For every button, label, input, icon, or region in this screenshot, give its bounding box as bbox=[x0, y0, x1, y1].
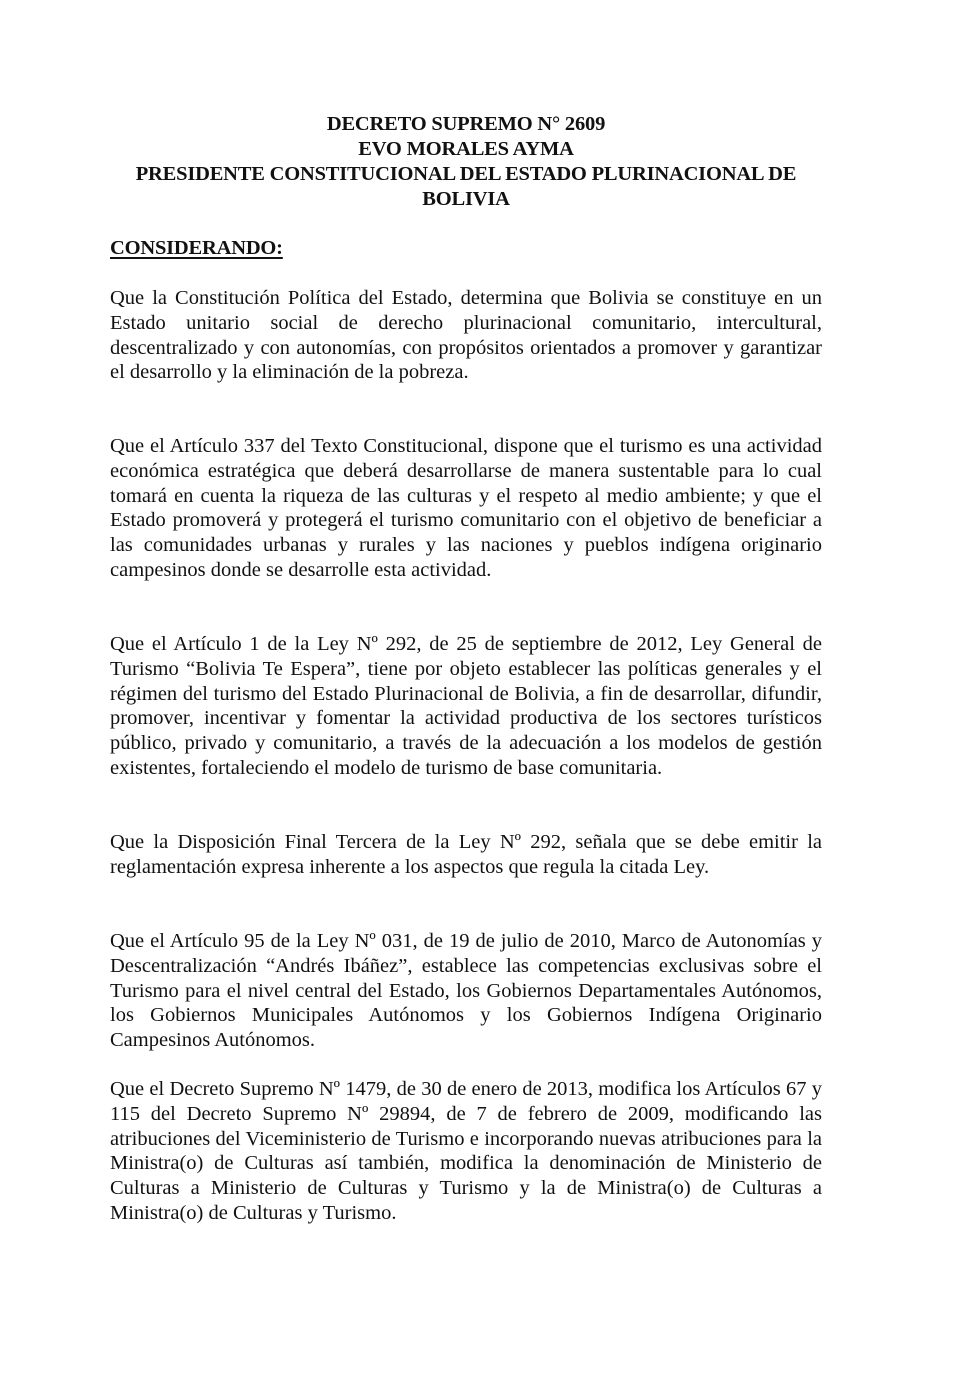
considerando-paragraph: Que el Artículo 337 del Texto Constitucional, dispone que el turismo es una actividad económica estratégica que deberá desarrollarse de manera sustentable para lo cual tomará en cuenta la riqueza de las culturas y el respeto al medio ambiente; y que el Estado promoverá y protegerá el turismo comunitario con el objetivo de beneficiar a las comunidades urbanas y rurales y las naciones y pueblos indígena originario campesinos donde se desarrolle esta actividad. bbox=[110, 435, 822, 581]
decree-title: DECRETO SUPREMO N° 2609 bbox=[326, 113, 606, 135]
section-heading: CONSIDERANDO: bbox=[110, 237, 283, 259]
considerando-paragraph: Que el Decreto Supremo Nº 1479, de 30 de enero de 2013, modifica los Artículos 67 y 115 del Decreto Supremo Nº 29894, de 7 de febrero de 2009, modificando las atribuciones del Viceministerio de Turismo e incorporando nuevas atribuciones para la Ministra(o) de Culturas así también, modifica la denominación de Ministerio de Culturas a Ministerio de Culturas y Turismo y la de Ministra(o) de Culturas a Ministra(o) de Culturas y Turismo. bbox=[110, 1078, 822, 1224]
considerando-paragraph: Que el Artículo 95 de la Ley Nº 031, de 19 de julio de 2010, Marco de Autonomías y Descentralización “Andrés Ibáñez”, establece las competencias exclusivas sobre el Turismo para el nivel central del Estado, los Gobiernos Departamentales Autónomos, los Gobiernos Municipales Autónomos y los Gobiernos Indígena Originario Campesinos Autónomos. bbox=[110, 930, 822, 1052]
considerando-paragraph: Que la Disposición Final Tercera de la Ley Nº 292, señala que se debe emitir la reglamentación expresa inherente a los aspectos que regula la citada Ley. bbox=[110, 831, 822, 878]
president-title-country: BOLIVIA bbox=[422, 188, 510, 210]
considerando-paragraph: Que la Constitución Política del Estado, determina que Bolivia se constituye en un Estado unitario social de derecho plurinacional comunitario, intercultural, descentralizado y con autonomías, con propósitos orientados a promover y garantizar el desarrollo y la eliminación de la pobreza. bbox=[110, 287, 822, 384]
president-title: PRESIDENTE CONSTITUCIONAL DEL ESTADO PLURINACIONAL DE bbox=[135, 163, 797, 185]
president-name: EVO MORALES AYMA bbox=[358, 138, 574, 160]
considerando-paragraph: Que el Artículo 1 de la Ley Nº 292, de 25 de septiembre de 2012, Ley General de Turismo “Bolivia Te Espera”, tiene por objeto establecer las políticas generales y el régimen del turismo del Estado Plurinacional de Bolivia, a fin de desarrollar, difundir, promover, incentivar y fomentar la actividad productiva de los sectores turísticos público, privado y comunitario, a través de la adecuación a los modelos de gestión existentes, fortaleciendo el modelo de turismo de base comunitaria. bbox=[110, 633, 822, 779]
decree-header bbox=[110, 112, 822, 212]
